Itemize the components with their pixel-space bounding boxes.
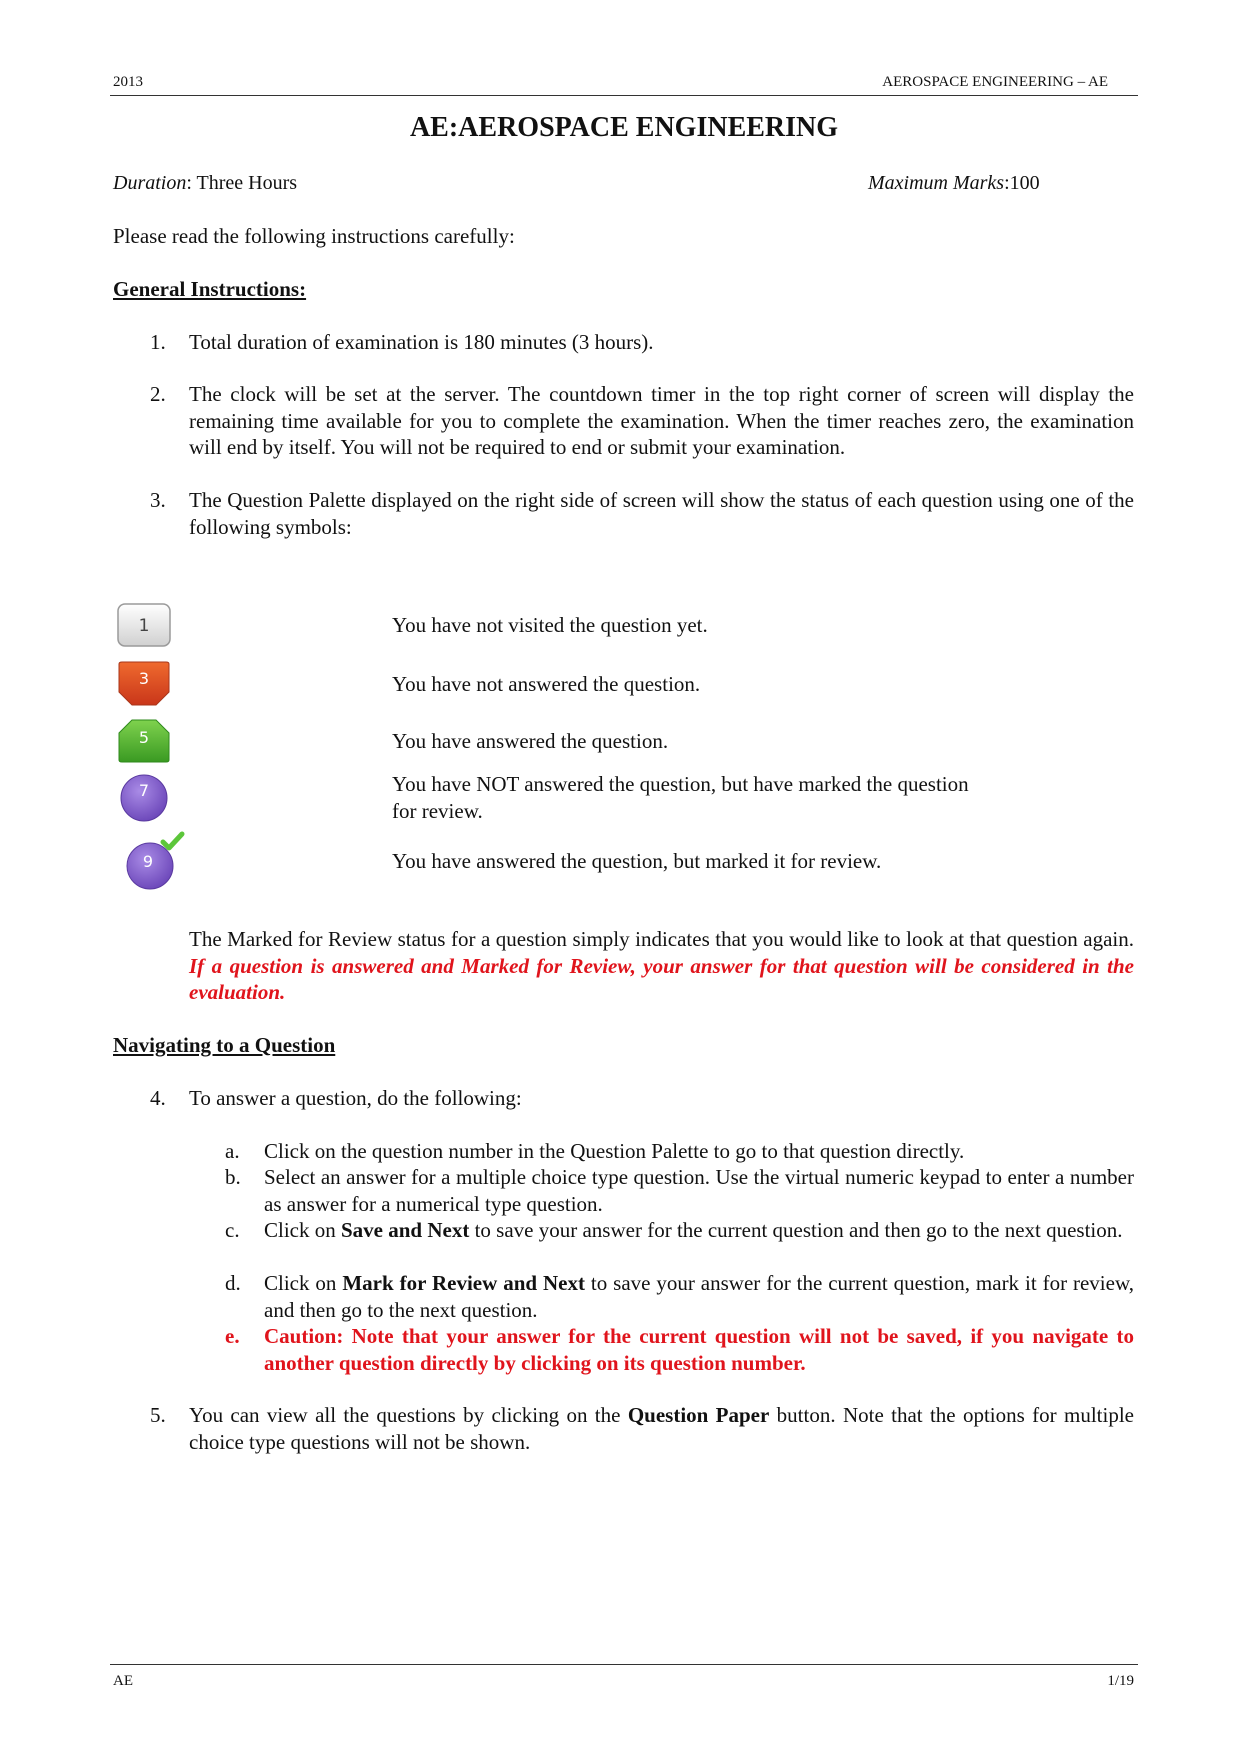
navigation-heading: Navigating to a Question xyxy=(113,1033,336,1057)
question-paper-term: Question Paper xyxy=(627,1403,770,1427)
instruction-text: The Question Palette displayed on the right side of screen will show the status of each question using one of the following symbols: xyxy=(189,488,1134,539)
footer-rule xyxy=(110,1664,1138,1665)
symbol-badge-number: 9 xyxy=(142,852,154,871)
sub-instruction-text xyxy=(264,1270,1134,1323)
not-answered-icon xyxy=(116,660,172,713)
text-run: You can view all the questions by clicking on the xyxy=(189,1403,628,1427)
mark-for-review-term: Mark for Review and Next xyxy=(342,1271,585,1295)
footer-code: AE xyxy=(113,1673,133,1689)
checkmark-icon xyxy=(163,834,182,848)
review-note-normal: The Marked for Review status for a question simply indicates that you would like to look at that question again. xyxy=(189,927,1134,951)
symbol-badge-number: 1 xyxy=(138,616,150,636)
page-number: 1/19 xyxy=(1107,1673,1134,1689)
marks-line xyxy=(868,172,1040,195)
marks-value: :100 xyxy=(1004,172,1040,194)
instruction-text: To answer a question, do the following: xyxy=(189,1086,522,1110)
header-year: 2013 xyxy=(113,74,143,90)
instruction-text: The clock will be set at the server. The countdown timer in the top right corner of screen will display the remaining time available for you to complete the examination. When the timer reaches zero, the examination will end by itself. You will not be required to end or submit your examination. xyxy=(189,382,1134,459)
answered-marked-review-icon xyxy=(116,830,188,897)
intro-text: Please read the following instructions carefully: xyxy=(113,224,515,248)
text-run: Click on xyxy=(264,1271,343,1295)
symbol-badge-number: 3 xyxy=(138,669,150,688)
not-visited-icon xyxy=(116,602,172,653)
duration-value: : Three Hours xyxy=(186,172,298,194)
header-subject: AEROSPACE ENGINEERING – AE xyxy=(882,74,1108,90)
sub-instruction-letter: d. xyxy=(225,1271,241,1295)
instruction-text xyxy=(189,1402,1134,1455)
general-instructions-heading: General Instructions: xyxy=(113,277,307,301)
caution-text: Caution: Note that your answer for the current question will not be saved, if you navigate to another question directly by clicking on its question number. xyxy=(264,1324,1134,1375)
symbol-badge-number: 5 xyxy=(138,728,150,747)
symbol-badge-number: 7 xyxy=(138,781,150,800)
symbol-description: You have answered the question. xyxy=(392,729,669,753)
marks-label: Maximum Marks xyxy=(868,172,1005,194)
symbol-description: You have not answered the question. xyxy=(392,672,701,696)
sub-instruction-text xyxy=(264,1217,1134,1244)
instruction-number: 5. xyxy=(150,1403,166,1427)
text-run: to save your answer for the current question and then go to the next question. xyxy=(469,1218,1123,1242)
instruction-number: 1. xyxy=(150,330,166,354)
sub-instruction-letter: e. xyxy=(225,1324,240,1348)
text-run: button. Note that the options for multiple choice type questions will not be shown. xyxy=(189,1403,1134,1454)
answered-icon xyxy=(116,717,172,770)
sub-instruction-text: Click on the question number in the Question Palette to go to that question directly. xyxy=(264,1139,965,1163)
instruction-number: 3. xyxy=(150,488,166,512)
marked-review-icon xyxy=(116,772,172,829)
review-note-emphasis: If a question is answered and Marked for Review, your answer for that question will be considered in the evaluation. xyxy=(189,953,1134,1004)
instruction-text: Total duration of examination is 180 minutes (3 hours). xyxy=(189,330,654,354)
duration-label: Duration xyxy=(113,172,187,194)
page-title: AE:AEROSPACE ENGINEERING xyxy=(409,112,839,143)
sub-instruction-text: Select an answer for a multiple choice type question. Use the virtual numeric keypad to enter a number as answer for a numerical type question. xyxy=(264,1165,1134,1216)
text-run: Click on xyxy=(264,1218,341,1242)
text-run: to save your answer for the current question, mark it for review, and then go to the next question. xyxy=(264,1271,1135,1322)
instruction-number: 4. xyxy=(150,1086,166,1110)
header-rule xyxy=(110,95,1138,96)
sub-instruction-letter: c. xyxy=(225,1218,240,1242)
save-and-next-term: Save and Next xyxy=(341,1218,470,1242)
duration-line xyxy=(113,172,297,195)
review-note-text xyxy=(189,926,1134,1006)
sub-instruction-letter: a. xyxy=(225,1139,240,1163)
symbol-description: You have answered the question, but marked it for review. xyxy=(392,849,882,873)
instruction-number: 2. xyxy=(150,382,166,406)
sub-instruction-letter: b. xyxy=(225,1165,241,1189)
symbol-description: You have NOT answered the question, but have marked the question for review. xyxy=(392,772,969,823)
symbol-description: You have not visited the question yet. xyxy=(392,613,708,637)
